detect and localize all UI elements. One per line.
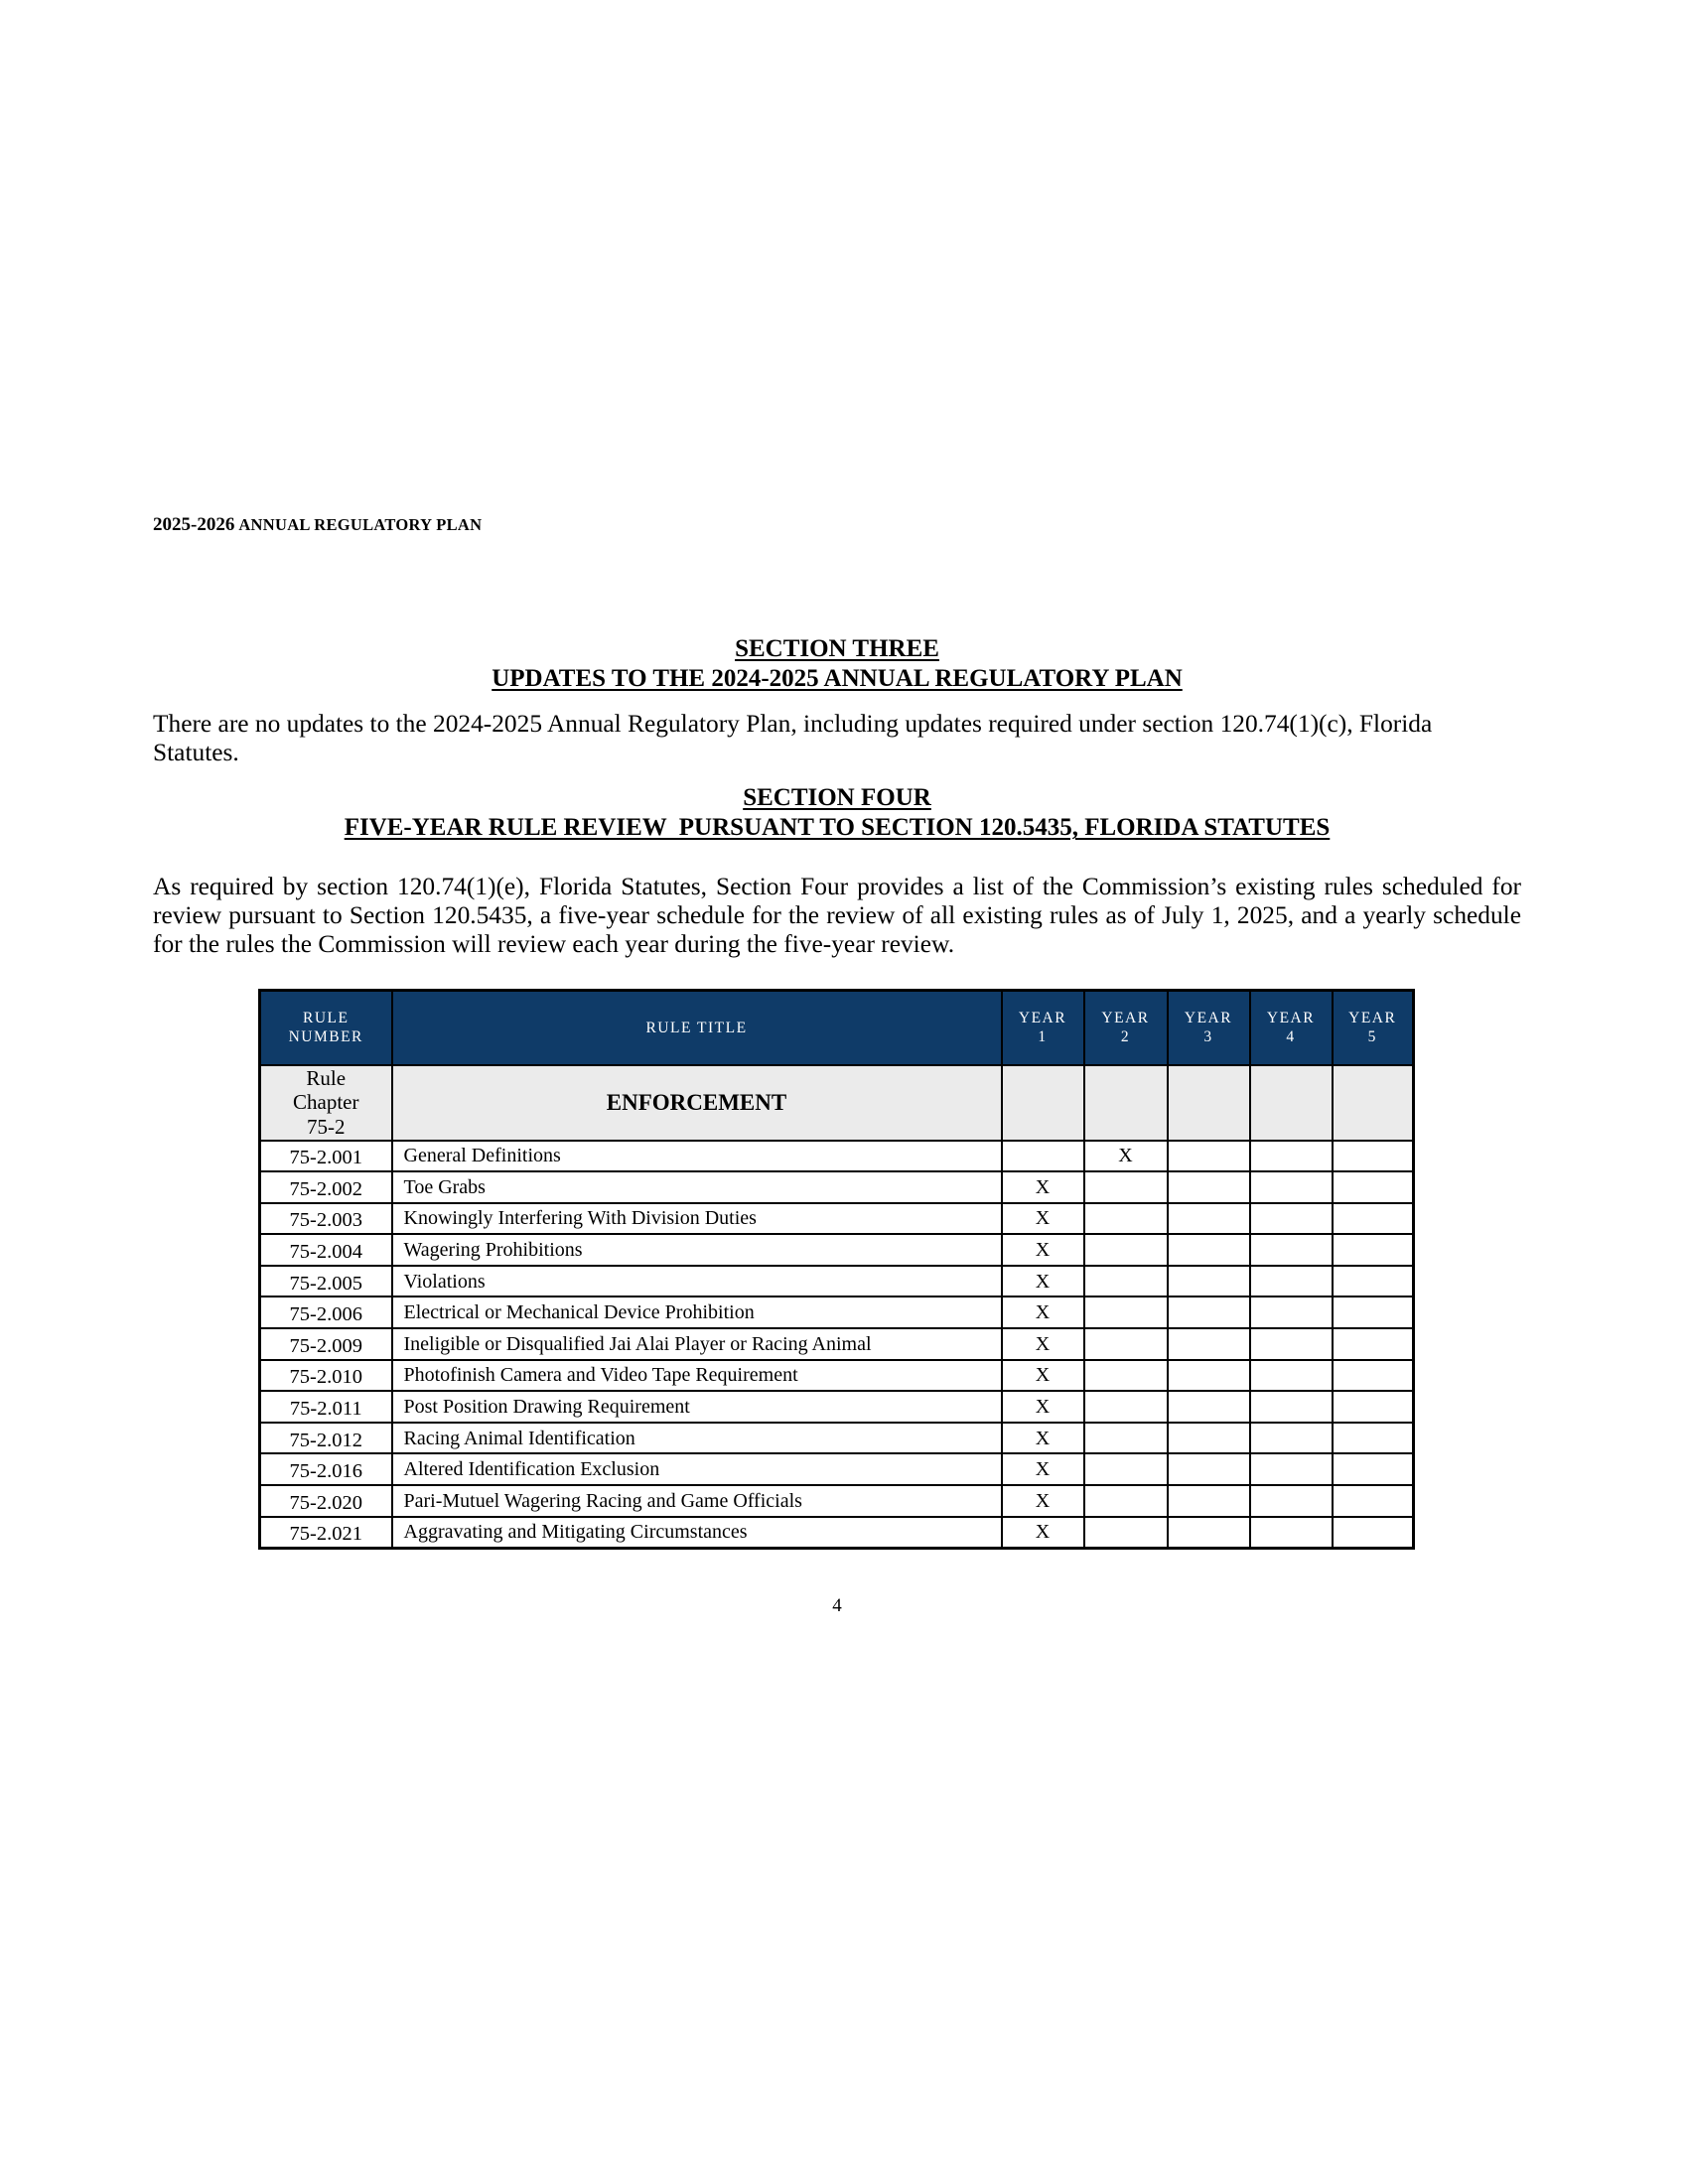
table-row [260, 1391, 1414, 1423]
column-header-year-4-number: 4 [1286, 1028, 1296, 1046]
rule-number: 75-2.012 [260, 1423, 392, 1454]
section-four-title: SECTION FOUR [743, 784, 931, 811]
year-2-review-mark [1084, 1328, 1168, 1360]
chapter-year-3-cell [1168, 1065, 1250, 1141]
year-1-review-mark: X [1002, 1453, 1084, 1485]
year-2-review-mark [1084, 1360, 1168, 1392]
column-header-year-2-number: 2 [1120, 1028, 1131, 1046]
year-2-review-mark [1084, 1517, 1168, 1549]
column-header-rule-number-line-1: RULE [303, 1010, 350, 1027]
column-header-rule-number-line-2: NUMBER [288, 1028, 363, 1046]
rule-number: 75-2.006 [260, 1297, 392, 1328]
rule-title: Violations [392, 1266, 1002, 1297]
year-2-review-mark [1084, 1485, 1168, 1517]
rule-number: 75-2.003 [260, 1203, 392, 1235]
year-4-review-mark [1250, 1203, 1333, 1235]
table-row [260, 1297, 1414, 1328]
year-1-review-mark: X [1002, 1171, 1084, 1203]
year-3-review-mark [1168, 1423, 1250, 1454]
year-1-review-mark: X [1002, 1391, 1084, 1423]
year-1-review-mark: X [1002, 1234, 1084, 1266]
year-3-review-mark [1168, 1234, 1250, 1266]
year-2-review-mark [1084, 1266, 1168, 1297]
rule-number: 75-2.009 [260, 1328, 392, 1360]
year-3-review-mark [1168, 1203, 1250, 1235]
column-header-year-1-number: 1 [1038, 1028, 1048, 1046]
column-header-year-3-number: 3 [1203, 1028, 1213, 1046]
column-header-year-2-label: YEAR [1101, 1010, 1150, 1027]
chapter-year-4-cell [1250, 1065, 1333, 1141]
rule-title: Photofinish Camera and Video Tape Requirement [392, 1360, 1002, 1392]
rule-title: Wagering Prohibitions [392, 1234, 1002, 1266]
year-5-review-mark [1333, 1517, 1414, 1549]
year-4-review-mark [1250, 1453, 1333, 1485]
chapter-row [260, 1065, 1414, 1141]
section-three-body: There are no updates to the 2024-2025 Annual Regulatory Plan, including updates required under section 120.74(1)(c), Florida Statutes. [153, 710, 1433, 766]
rule-title: Knowingly Interfering With Division Duties [392, 1203, 1002, 1235]
table-row [260, 1423, 1414, 1454]
rule-title: Racing Animal Identification [392, 1423, 1002, 1454]
year-4-review-mark [1250, 1234, 1333, 1266]
chapter-title: ENFORCEMENT [392, 1065, 1002, 1141]
year-4-review-mark [1250, 1485, 1333, 1517]
year-5-review-mark [1333, 1203, 1414, 1235]
chapter-year-2-cell [1084, 1065, 1168, 1141]
year-2-review-mark [1084, 1391, 1168, 1423]
table-row [260, 1266, 1414, 1297]
year-5-review-mark [1333, 1171, 1414, 1203]
column-header-year-1 [1002, 991, 1084, 1065]
section-four-body: As required by section 120.74(1)(e), Florida Statutes, Section Four provides a list of the Commission’s existing rules scheduled for review pursuant to Section 120.5435, a five-year schedule for the review of all existing rules as of July 1, 2025, and a yearly schedule for the rules the Commission will review each year during the five-year review. [153, 873, 1521, 958]
year-1-review-mark [1002, 1141, 1084, 1172]
year-4-review-mark [1250, 1391, 1333, 1423]
year-2-review-mark [1084, 1297, 1168, 1328]
year-5-review-mark [1333, 1360, 1414, 1392]
chapter-label [260, 1065, 392, 1141]
year-5-review-mark [1333, 1423, 1414, 1454]
year-4-review-mark [1250, 1423, 1333, 1454]
running-header [153, 514, 482, 537]
rule-number: 75-2.004 [260, 1234, 392, 1266]
year-4-review-mark [1250, 1141, 1333, 1172]
rule-number: 75-2.002 [260, 1171, 392, 1203]
table-row [260, 1171, 1414, 1203]
year-1-review-mark: X [1002, 1517, 1084, 1549]
section-three-subtitle: UPDATES TO THE 2024-2025 ANNUAL REGULATORY PLAN [492, 665, 1183, 692]
running-header-years: 2025-2026 [153, 514, 235, 535]
table-row [260, 1234, 1414, 1266]
rule-number: 75-2.001 [260, 1141, 392, 1172]
table-row [260, 1141, 1414, 1172]
table-header-row [260, 991, 1414, 1065]
chapter-label-line-2: Chapter [293, 1090, 359, 1115]
year-2-review-mark [1084, 1234, 1168, 1266]
rule-title: Pari-Mutuel Wagering Racing and Game Officials [392, 1485, 1002, 1517]
year-3-review-mark [1168, 1297, 1250, 1328]
year-5-review-mark [1333, 1391, 1414, 1423]
table-body [260, 1065, 1414, 1549]
column-header-year-4-label: YEAR [1266, 1010, 1316, 1027]
rule-number: 75-2.021 [260, 1517, 392, 1549]
column-header-year-5 [1333, 991, 1414, 1065]
section-three-title: SECTION THREE [735, 635, 939, 662]
year-5-review-mark [1333, 1234, 1414, 1266]
chapter-label-line-1: Rule [306, 1065, 347, 1090]
running-header-title: ANNUAL REGULATORY PLAN [238, 515, 483, 534]
rule-review-table [258, 989, 1415, 1550]
column-header-year-4 [1250, 991, 1333, 1065]
year-2-review-mark [1084, 1423, 1168, 1454]
year-3-review-mark [1168, 1266, 1250, 1297]
table-row [260, 1203, 1414, 1235]
table-row [260, 1485, 1414, 1517]
year-3-review-mark [1168, 1171, 1250, 1203]
table-row [260, 1517, 1414, 1549]
rule-number: 75-2.011 [260, 1391, 392, 1423]
year-1-review-mark: X [1002, 1297, 1084, 1328]
year-4-review-mark [1250, 1517, 1333, 1549]
year-3-review-mark [1168, 1360, 1250, 1392]
rule-number: 75-2.016 [260, 1453, 392, 1485]
column-header-year-3-label: YEAR [1184, 1010, 1233, 1027]
year-3-review-mark [1168, 1485, 1250, 1517]
chapter-label-line-3: 75-2 [307, 1114, 346, 1139]
table-row [260, 1328, 1414, 1360]
column-header-year-3 [1168, 991, 1250, 1065]
column-header-year-2 [1084, 991, 1168, 1065]
table-row [260, 1453, 1414, 1485]
chapter-year-1-cell [1002, 1065, 1084, 1141]
year-3-review-mark [1168, 1453, 1250, 1485]
year-3-review-mark [1168, 1517, 1250, 1549]
year-4-review-mark [1250, 1297, 1333, 1328]
year-5-review-mark [1333, 1297, 1414, 1328]
year-5-review-mark [1333, 1485, 1414, 1517]
year-1-review-mark: X [1002, 1485, 1084, 1517]
year-3-review-mark [1168, 1328, 1250, 1360]
year-2-review-mark [1084, 1203, 1168, 1235]
rule-number: 75-2.005 [260, 1266, 392, 1297]
year-1-review-mark: X [1002, 1203, 1084, 1235]
rule-number: 75-2.010 [260, 1360, 392, 1392]
year-1-review-mark: X [1002, 1266, 1084, 1297]
year-5-review-mark [1333, 1266, 1414, 1297]
year-1-review-mark: X [1002, 1423, 1084, 1454]
year-1-review-mark: X [1002, 1328, 1084, 1360]
rule-title: Ineligible or Disqualified Jai Alai Player or Racing Animal [392, 1328, 1002, 1360]
rule-title: Altered Identification Exclusion [392, 1453, 1002, 1485]
section-three-heading [153, 634, 1521, 694]
chapter-year-5-cell [1333, 1065, 1414, 1141]
column-header-year-5-number: 5 [1367, 1028, 1377, 1046]
year-4-review-mark [1250, 1360, 1333, 1392]
year-2-review-mark [1084, 1171, 1168, 1203]
year-2-review-mark [1084, 1453, 1168, 1485]
year-4-review-mark [1250, 1328, 1333, 1360]
section-four-subtitle: FIVE-YEAR RULE REVIEW PURSUANT TO SECTION 120.5435, FLORIDA STATUTES [344, 814, 1331, 841]
column-header-year-5-label: YEAR [1348, 1010, 1397, 1027]
year-2-review-mark: X [1084, 1141, 1168, 1172]
year-3-review-mark [1168, 1391, 1250, 1423]
rule-title: Post Position Drawing Requirement [392, 1391, 1002, 1423]
year-3-review-mark [1168, 1141, 1250, 1172]
year-4-review-mark [1250, 1266, 1333, 1297]
year-5-review-mark [1333, 1141, 1414, 1172]
page-number: 4 [832, 1595, 842, 1616]
year-1-review-mark: X [1002, 1360, 1084, 1392]
rule-number: 75-2.020 [260, 1485, 392, 1517]
year-5-review-mark [1333, 1328, 1414, 1360]
rule-title: Electrical or Mechanical Device Prohibition [392, 1297, 1002, 1328]
rule-title: Toe Grabs [392, 1171, 1002, 1203]
column-header-year-1-label: YEAR [1018, 1010, 1067, 1027]
section-four-heading [153, 783, 1521, 843]
rule-title: Aggravating and Mitigating Circumstances [392, 1517, 1002, 1549]
table-row [260, 1360, 1414, 1392]
column-header-rule-number [260, 991, 392, 1065]
year-4-review-mark [1250, 1171, 1333, 1203]
year-5-review-mark [1333, 1453, 1414, 1485]
column-header-rule-title: RULE TITLE [392, 991, 1002, 1065]
rule-title: General Definitions [392, 1141, 1002, 1172]
